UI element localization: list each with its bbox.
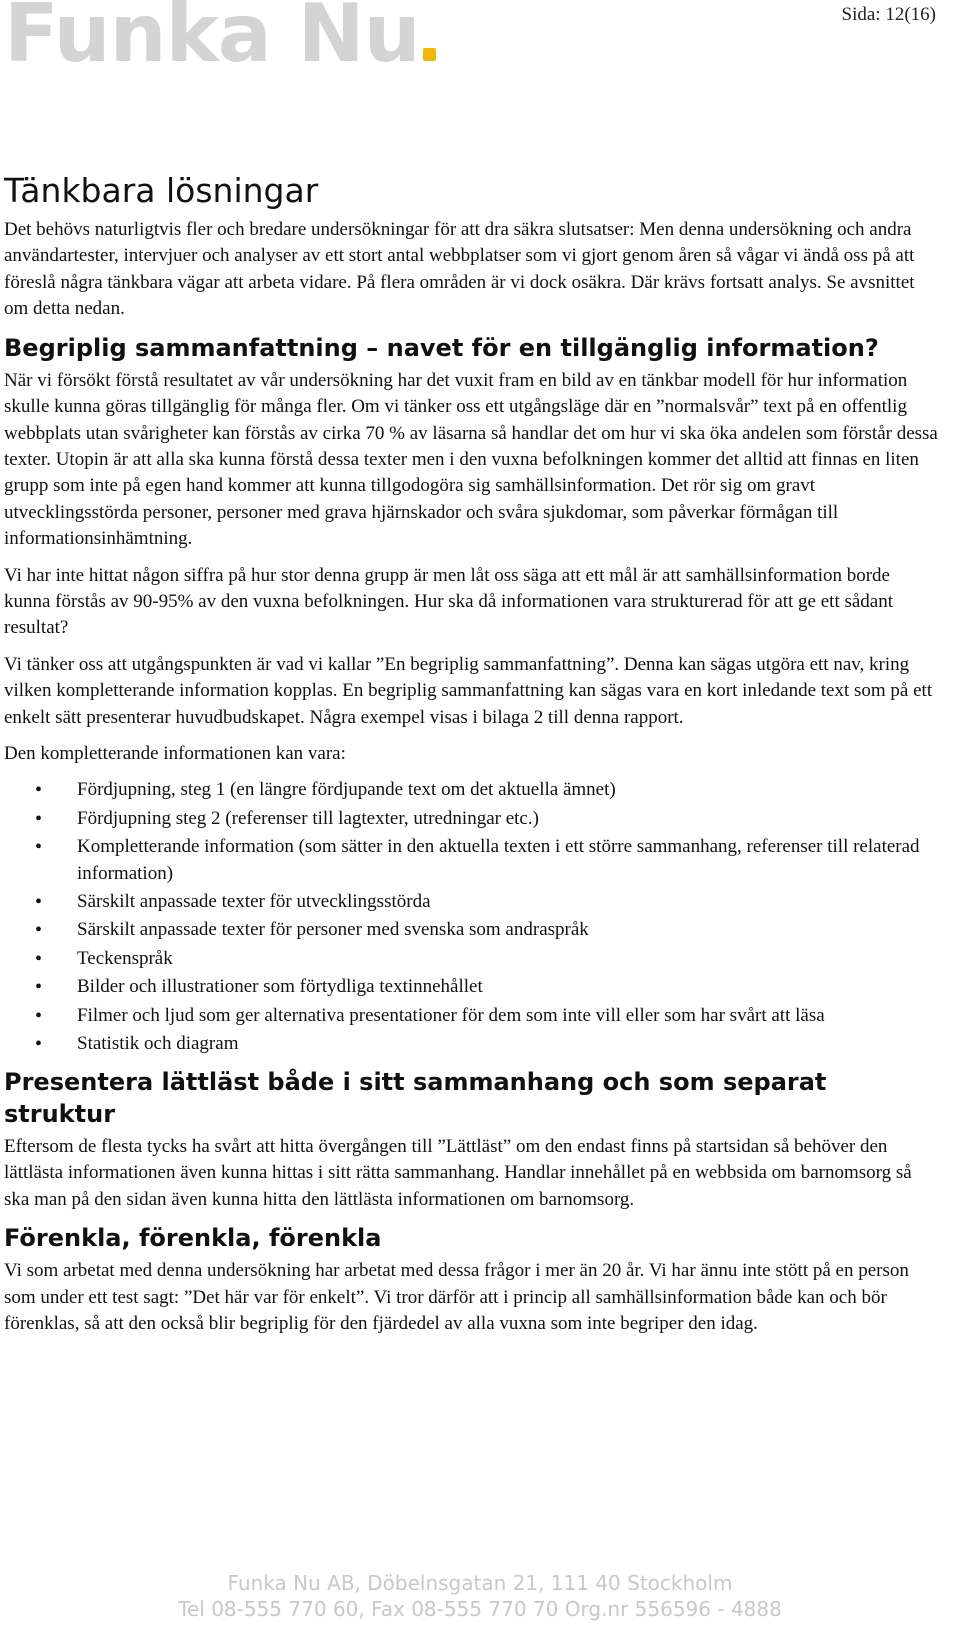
document-body bbox=[4, 170, 940, 1347]
footer-contact: Tel 08-555 770 60, Fax 08-555 770 70 Org.nr 556596 - 4888 bbox=[178, 1597, 782, 1621]
page-number: Sida: 12(16) bbox=[841, 4, 936, 25]
paragraph: Vi som arbetat med denna undersökning har arbetat med dessa frågor i mer än 20 år. Vi har ännu inte stött på en person som under ett test sagt: ”Det här var för enkelt”. Vi tror därför att i princip all samhällsinformation både kan och bör förenklas, så att den också blir begriplig för den fjärdedel av alla vuxna som inte begriper den idag. bbox=[4, 1260, 909, 1335]
list-item: • Kompletterande information (som sätter in den aktuella texten i ett större sammanhang, referenser till relaterad information) bbox=[4, 834, 940, 887]
list-item: • Fördjupning steg 2 (referenser till lagtexter, utredningar etc.) bbox=[4, 806, 940, 832]
paragraph: Vi tänker oss att utgångspunkten är vad vi kallar ”En begriplig sammanfattning”. Denna kan sägas utgöra ett nav, kring vilken kompletterande information kopplas. En begriplig sammanfattning kan sägas vara en kort inledande text som på ett enkelt sätt presenterar huvudbudskapet. Några exempel visas i bilaga 2 till denna rapport. bbox=[4, 653, 933, 728]
list-item: • Filmer och ljud som ger alternativa presentationer för dem som inte vill eller som har svårt att läsa bbox=[4, 1003, 940, 1029]
paragraph: Den kompletterande informationen kan vara: bbox=[4, 742, 346, 764]
list-item: • Särskilt anpassade texter för utvecklingsstörda bbox=[4, 889, 940, 915]
section-heading-tankbara-losningar: Tänkbara lösningar bbox=[4, 171, 319, 210]
logo-dot-icon bbox=[423, 48, 436, 61]
funka-logo bbox=[4, 0, 436, 80]
page-footer bbox=[0, 1570, 960, 1622]
section-heading-begriplig-sammanfattning: Begriplig sammanfattning – navet för en tillgänglig information? bbox=[4, 333, 879, 362]
list-item: • Fördjupning, steg 1 (en längre fördjupande text om det aktuella ämnet) bbox=[4, 777, 940, 803]
section-heading-presentera-lattlast: Presentera lättläst både i sitt sammanhang och som separat struktur bbox=[4, 1068, 827, 1128]
paragraph: Eftersom de flesta tycks ha svårt att hitta övergången till ”Lättläst” om den endast finns på startsidan så behöver den lättlästa informationen även kunna hittas i sitt rätta sammanhang. Handlar innehållet på en webbsida om barnomsorg så ska man på den sidan även kunna hitta den lättlästa informationen om barnomsorg. bbox=[4, 1135, 912, 1210]
list-item: • Statistik och diagram bbox=[4, 1031, 940, 1057]
paragraph: Vi har inte hittat någon siffra på hur stor denna grupp är men låt oss säga att ett mål är att samhällsinformation borde kunna förstås av 90-95% av den vuxna befolkningen. Hur ska då informationen vara strukturerad för att ge ett sådant resultat? bbox=[4, 564, 894, 639]
paragraph: När vi försökt förstå resultatet av vår undersökning har det vuxit fram en bild av en tänkbar modell för hur information skulle kunna göras tillgänglig för många fler. Om vi tänker oss ett utgångsläge där en ”normalsvår” text på en offentlig webbplats utan svårigheter kan förstås av cirka 70 % av läsarna så handlar det om hur vi ska öka andelen som förstår dessa texter. Utopin är att alla ska kunna förstå dessa texter men i den vuxna befolkningen kommer det alltid att finnas en liten grupp som inte på egen hand kommer att kunna tillgodogöra sig samhällsinformation. Det rör sig om gravt utvecklingsstörda personer, personer med grava hjärnskador och svåra sjukdomar, som påverkar förmågan till informationsinhämtning. bbox=[4, 369, 938, 550]
list-item: • Bilder och illustrationer som förtydliga textinnehållet bbox=[4, 974, 940, 1000]
list-item: • Särskilt anpassade texter för personer med svenska som andraspråk bbox=[4, 917, 940, 943]
footer-address: Funka Nu AB, Döbelnsgatan 21, 111 40 Stockholm bbox=[227, 1571, 733, 1595]
complementary-info-list bbox=[4, 777, 940, 1057]
paragraph: Det behövs naturligtvis fler och bredare undersökningar för att dra säkra slutsatser: Men denna undersökning och andra användartester, intervjuer och analyser av ett stort antal webbplatser som vi gjort genom åren så vågar vi ändå oss på att föreslå några tänkbara vägar att arbeta vidare. På flera områden är vi dock osäkra. Där krävs fortsatt analys. Se avsnittet om detta nedan. bbox=[4, 218, 915, 320]
logo-text: Funka Nu bbox=[4, 0, 420, 80]
list-item: • Teckenspråk bbox=[4, 946, 940, 972]
section-heading-forenkla: Förenkla, förenkla, förenkla bbox=[4, 1224, 382, 1253]
